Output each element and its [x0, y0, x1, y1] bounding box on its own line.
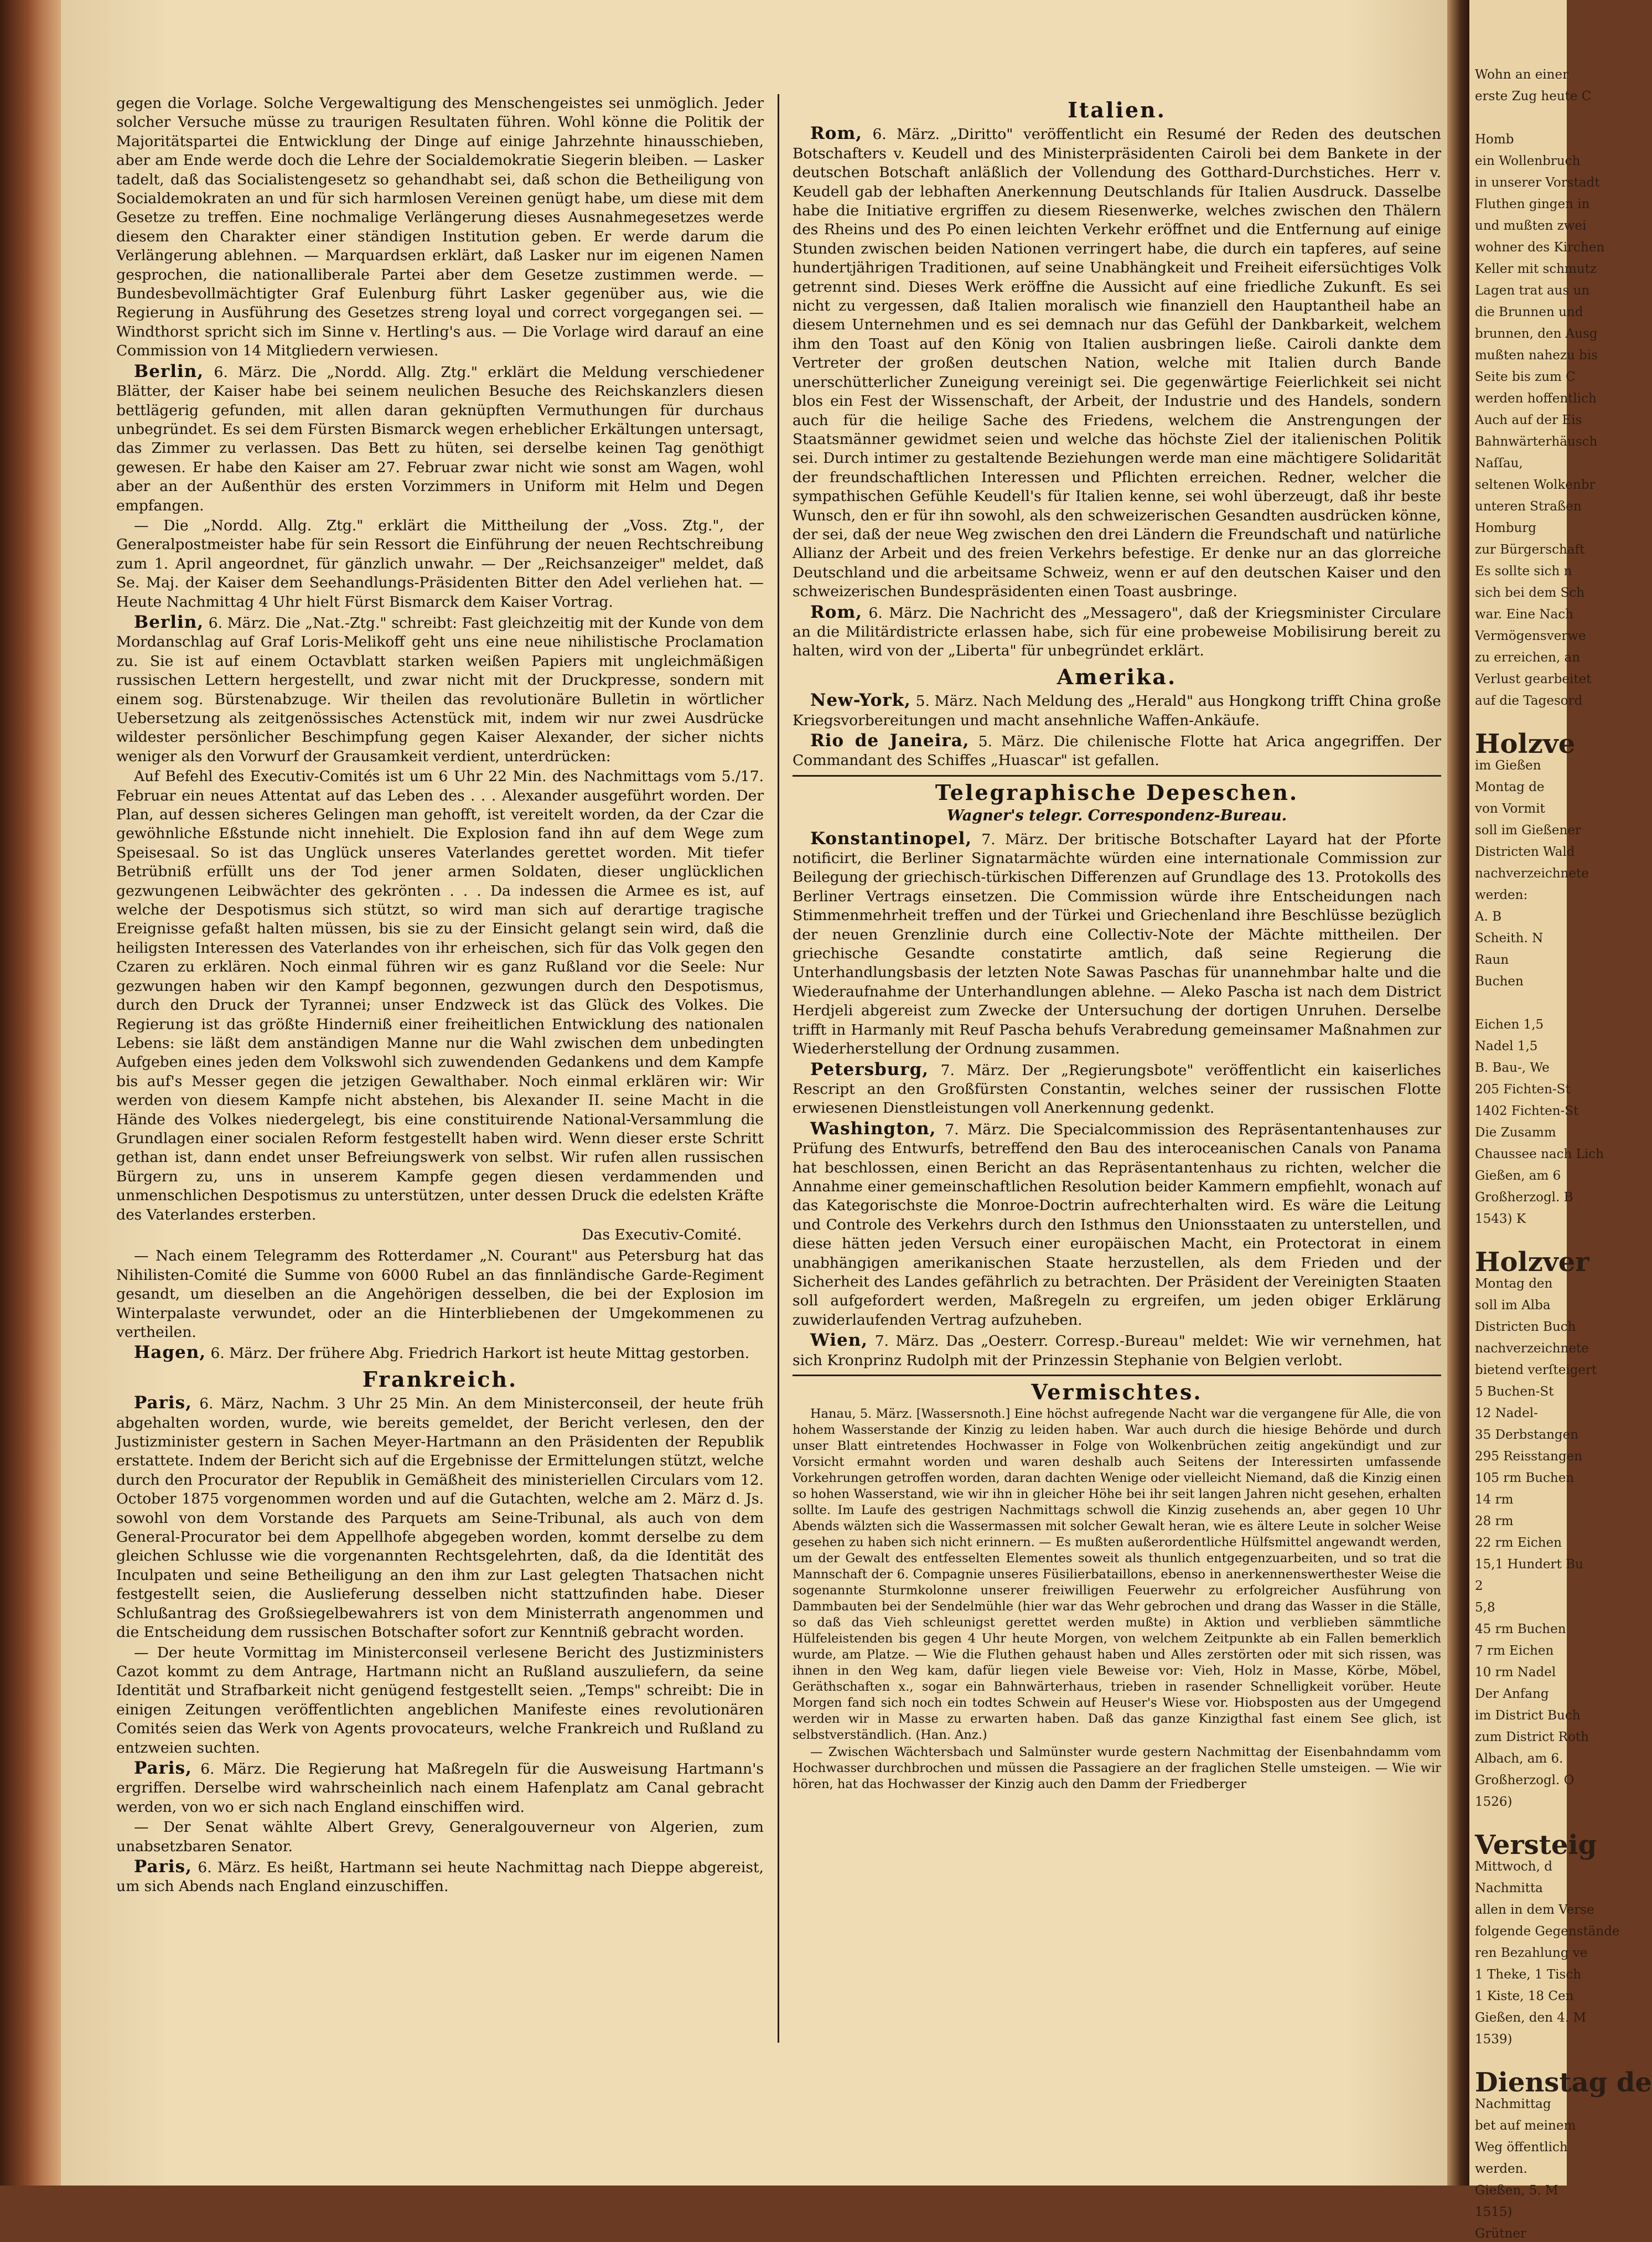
- adjacent-page-text: 2: [1475, 1579, 1483, 1593]
- adjacent-page-text: 1402 Fichten-St: [1475, 1104, 1579, 1118]
- adjacent-page-text: Homburg: [1475, 521, 1536, 535]
- adjacent-page-text: Es sollte sich n: [1475, 564, 1572, 578]
- column-divider: [778, 94, 779, 2043]
- adjacent-page-text: Nachmitta: [1475, 1881, 1543, 1895]
- adjacent-page-text: Eichen 1,5: [1475, 1017, 1544, 1032]
- dateline: Hagen,: [134, 1342, 206, 1363]
- adjacent-page-text: Gießen, den 4. M: [1475, 2011, 1587, 2025]
- paragraph-text: 7. März. Das „Oesterr. Corresp.-Bureau" meldet: Wie wir vernehmen, hat sich Kronprinz Rudolph mit der Prinzessin Stephanie von Belgien verlobt.: [793, 1332, 1441, 1369]
- section-heading: Italien.: [1068, 97, 1166, 122]
- news-paragraph: [793, 1060, 1441, 1118]
- adjacent-page-text: nachverzeichnete: [1475, 1341, 1589, 1356]
- adjacent-page-text: zum District Roth: [1475, 1730, 1589, 1744]
- adjacent-page-text: brunnen, den Ausg: [1475, 327, 1598, 341]
- dateline: Konstantinopel,: [810, 828, 972, 849]
- adjacent-page-text: Versteig: [1475, 1830, 1597, 1861]
- paragraph-text: 6. März, Nachm. 3 Uhr 25 Min. An dem Ministerconseil, der heute früh abgehalten worden, wurde, wie bereits gemeldet, der Bericht verlesen, den der Justizminister gestern in Sachen Meyer-Hartmann an den Präsidenten der Republik erstattete. Indem der Bericht sich auf die Ergebnisse der Ermittelungen stützt, welche durch den Procurator der Republik in Gemäßheit des ministeriellen Circulars vom 12. October 1875 vorgenommen worden und auf die Gutachten, welche am 2. März d. Js. sowohl von dem Vorstande des Parquets am Seine-Tribunal, als auch von dem General-Procurator bei dem Appellhofe abgegeben worden, kommt derselbe zu dem gleichen Schlusse wie die vorgenannten Rechtsgelehrten, daß, da die Identität des Inculpaten und seine Betheiligung an den ihm zur Last gelegten Thatsachen nicht festgestellt seien, die Auslieferung desselben nicht stattzufinden habe. Dieser Schlußantrag des Großsiegelbewahrers ist von dem Ministerrath angenommen und die Entscheidung dem russischen Botschafter sofort zur Kenntniß gebracht worden.: [116, 1395, 764, 1641]
- news-paragraph: [116, 1343, 764, 1363]
- dateline: New-York,: [810, 690, 911, 711]
- adjacent-page-text: Scheith. N: [1475, 931, 1544, 946]
- adjacent-page-text: ren Bezahlung ve: [1475, 1946, 1588, 1960]
- adjacent-page-text: Chaussee nach Lich: [1475, 1147, 1604, 1161]
- adjacent-page-text: in unserer Vorstadt: [1475, 175, 1600, 190]
- adjacent-page-text: folgende Gegenstände: [1475, 1924, 1620, 1939]
- adjacent-page-text: Wohn an einer: [1475, 68, 1569, 82]
- adjacent-page-text: 105 rm Buchen: [1475, 1471, 1575, 1485]
- section-heading: Telegraphische Depeschen.: [935, 779, 1299, 805]
- paragraph-text: 6. März. Es heißt, Hartmann sei heute Nachmittag nach Dieppe abgereist, um sich Abends nach England einzuschiffen.: [116, 1858, 764, 1895]
- adjacent-page-text: Lagen trat aus un: [1475, 283, 1590, 298]
- horizontal-rule: [793, 1375, 1441, 1376]
- adjacent-page-text: Weg öffentlich: [1475, 2140, 1568, 2155]
- adjacent-page-text: zu erreichen, an: [1475, 650, 1581, 665]
- adjacent-page-text: soll im Gießener: [1475, 823, 1581, 838]
- adjacent-page-text: 14 rm: [1475, 1492, 1514, 1507]
- adjacent-page-text: 12 Nadel-: [1475, 1406, 1538, 1420]
- news-paragraph: [793, 1331, 1441, 1370]
- news-item-small: Hanau, 5. März. [Wassersnoth.] Eine höchst aufregende Nacht war die vergangene für Alle, die von hohem Wasserstande der Kinzig zu leiden haben. War auch durch die hiesige Behörde und durch unser Blatt eintretendes Hochwasser in Folge von Wolkenbrüchen zeitig angekündigt und zur Vorsicht ermahnt worden und waren deshalb auch Seitens der Interessirten umfassende Vorkehrungen getroffen worden, daran dachten Wenige oder vielleicht Niemand, daß die Kinzig einen so hohen Wasserstand, wie wir ihn in gleicher Höhe bei ihr seit langen Jahren nicht gesehen, erhalten sollte. Im Laufe des gestrigen Nachmittags schwoll die Kinzig zusehends an, aber gegen 10 Uhr Abends wälzten sich die Wassermassen mit solcher Gewalt heran, wie es ältere Leute in solcher Weise gesehen zu haben sich nicht erinnern. — Es mußten außerordentliche Hülfsmittel angewandt werden, um der Gewalt des entfesselten Elementes soweit als thunlich entgegenzuarbeiten, und so trat die Mannschaft der 6. Compagnie unseres Füsilierbataillons, ebenso in anerkennenswerthester Weise die sogenannte Sturmkolonne unserer freiwilligen Feuerwehr zu erfolgreicher Ausführung von Dammbauten bei der Sendelmühle (hier war das Wehr gebrochen und drang das Wasser in die Ställe, so daß das Vieh schleunigst gerettet werden mußte) in Aktion und verblieben sämmtliche Hülfeleistenden bis gegen 4 Uhr heute Morgen, von welchem Zeitpunkte ab ein Fallen bemerklich wurde, am Platze. — Wie die Fluthen gehaust haben und Alles zerstörten oder mit sich rissen, was ihnen in den Weg kam, dafür liegen viele Beweise vor: Vieh, Holz in Masse, Körbe, Möbel, Geräthschaften x., sogar ein Bahnwärterhaus, trieben in rasender Schnelligkeit vorüber. Heute Morgen fand sich noch ein todtes Schwein auf Heuser's Wiese vor. Hiobsposten aus der Umgegend werden wir in Masse zu erwarten haben. Daß das ganze Kinzigthal fast einem See glich, ist selbstverständlich. (Han. Anz.): [793, 1407, 1441, 1743]
- adjacent-page-text: im Gießen: [1475, 758, 1541, 773]
- dateline: Rom,: [810, 123, 863, 144]
- adjacent-page-text: Districten Buch: [1475, 1320, 1576, 1334]
- adjacent-page-text: werden.: [1475, 2162, 1527, 2176]
- adjacent-page-text: werden hoffentlich: [1475, 391, 1597, 406]
- adjacent-page-text: Districten Wald: [1475, 845, 1575, 859]
- page-gutter: [1447, 0, 1469, 2186]
- adjacent-page-text: und mußten zwei: [1475, 219, 1587, 233]
- adjacent-page-text: 35 Derbstangen: [1475, 1428, 1579, 1442]
- news-paragraph: [116, 362, 764, 515]
- adjacent-page-text: Holzve: [1475, 729, 1576, 760]
- adjacent-page-text: Montag den: [1475, 1277, 1553, 1291]
- adjacent-page-strip: [1469, 0, 1652, 2241]
- adjacent-page-text: 10 rm Nadel: [1475, 1665, 1556, 1680]
- book-binding: [0, 0, 61, 2186]
- adjacent-page-text: Seite bis zum C: [1475, 370, 1576, 384]
- news-paragraph: — Die „Nordd. Allg. Ztg." erklärt die Mittheilung der „Voss. Ztg.", der Generalpostmeister habe für sein Ressort die Einführung der neuen Rechtschreibung zum 1. April angeordnet, für gänzlich unwahr. — Der „Reichsanzeiger" meldet, daß Se. Maj. der Kaiser dem Seehandlungs-Präsidenten Bitter den Adel verliehen hat. — Heute Nachmittag 4 Uhr hielt Fürst Bismarck dem Kaiser Vortrag.: [116, 516, 764, 611]
- adjacent-page-text: seltenen Wolkenbr: [1475, 478, 1596, 492]
- news-paragraph: [793, 603, 1441, 661]
- column-left: [116, 94, 764, 1898]
- adjacent-page-text: mußten nahezu bis: [1475, 348, 1598, 363]
- paragraph-text: 6. März. Der frühere Abg. Friedrich Harkort ist heute Mittag gestorben.: [210, 1345, 750, 1362]
- adjacent-page-text: 7 rm Eichen: [1475, 1644, 1554, 1658]
- adjacent-page-text: A. B: [1475, 910, 1502, 924]
- adjacent-page-text: 1539): [1475, 2032, 1513, 2047]
- news-paragraph: — Der heute Vormittag im Ministerconseil verlesene Bericht des Justizministers Cazot kommt zu dem Antrage, Hartmann nicht an Rußland auszuliefern, da seine Identität und Strafbarkeit nicht genügend festgestellt seien. „Temps" schreibt: Die in einigen Zeitungen veröffentlichten angeblichen Manifeste eines revolutionären Comités seien das Werk von Agents provocateurs, welche Frankreich und Rußland zu entzweien suchten.: [116, 1644, 764, 1757]
- adjacent-page-text: soll im Alba: [1475, 1298, 1551, 1313]
- dateline: Rom,: [810, 602, 863, 622]
- news-paragraph: [793, 829, 1441, 1059]
- news-paragraph: [116, 1759, 764, 1817]
- adjacent-page-text: bet auf meinem: [1475, 2119, 1576, 2133]
- adjacent-page-text: 1526): [1475, 1795, 1513, 1809]
- adjacent-page-text: 28 rm: [1475, 1514, 1514, 1528]
- adjacent-page-text: Auch auf der Eis: [1475, 413, 1582, 427]
- adjacent-page-text: im District Buch: [1475, 1708, 1581, 1723]
- dateline: Paris,: [134, 1856, 192, 1877]
- news-paragraph: [116, 613, 764, 766]
- adjacent-page-text: wohner des Kirchen: [1475, 240, 1605, 255]
- adjacent-page-text: unteren Straßen: [1475, 499, 1582, 514]
- adjacent-page-text: Homb: [1475, 132, 1514, 147]
- adjacent-page-text: Die Zusamm: [1475, 1125, 1556, 1140]
- adjacent-page-text: Grütner: [1475, 2226, 1526, 2241]
- paragraph-text: 6. März. Die „Nat.-Ztg." schreibt: Fast gleichzeitig mit der Kunde von dem Mordanschlag auf Graf Loris-Melikoff geht uns eine neue nihilistische Proclamation zu. Sie ist auf einem Octavblatt starken weißen Papiers mit ungleichmäßigen russischen Lettern hergestellt, und zwar nicht mit der Druckpresse, sondern mit einem sog. Bürstenabzuge. Wir theilen das revolutionäre Bulletin in wörtlicher Uebersetzung als zeitgenössisches Actenstück mit, indem wir nur zwei Ausdrücke wildester persönlicher Beschimpfung gegen Kaiser Alexander, der sicher nichts weniger als den Vorwurf der Grausamkeit verdient, unterdrücken:: [116, 614, 764, 765]
- news-paragraph: [793, 124, 1441, 601]
- dateline: Petersburg,: [810, 1059, 929, 1079]
- adjacent-page-text: von Vormit: [1475, 802, 1545, 816]
- horizontal-rule: [793, 775, 1441, 777]
- dateline: Paris,: [134, 1758, 192, 1778]
- adjacent-page-text: Großherzogl. B: [1475, 1190, 1573, 1205]
- news-paragraph: Auf Befehl des Executiv-Comités ist um 6 Uhr 22 Min. des Nachmittags vom 5./17. Februar ein neues Attentat auf das Leben des . . . Alexander ausgeführt worden. Der Plan, auf dessen sicheres Gelingen man gehofft, ist vereitelt worden, da der Czar die gewöhnliche Eßstunde nicht innehielt. Die Explosion fand ihn auf dem Wege zum Speisesaal. So ist das Unglück unseres Vaterlandes gerettet worden. Mit tiefer Betrübniß erfüllt uns der Tod jener armen Soldaten, dieser unglücklichen gezwungenen Leibwächter des gekrönten . . . Da indessen die Armee es ist, auf welche der Despotismus sich stützt, so wird man sich auf derartige tragische Ereignisse gefaßt halten müssen, bis sie zu der Einsicht gelangt sein wird, daß die heiligsten Interessen des Vaterlandes von ihr erheischen, sich für das Volk gegen den Czaren zu erklären. Noch einmal führen wir es ganz Rußland vor die Seele: Nur gezwungen haben wir den Kampf begonnen, gezwungen durch den Despotismus, durch den Druck der Tyrannei; unser Endzweck ist das Glück des Volkes. Die Regierung ist das größte Hinderniß einer freiheitlichen Entwicklung des nationalen Lebens: sie läßt dem anständigen Manne nur die Wahl zwischen dem unbedingten Aufgeben eines jeden dem Volkswohl sich zuwendenden Gedankens und dem Kampfe bis auf's Messer gegen die jetzigen Gewalthaber. Noch einmal erklären wir: Wir werden von diesem Kampfe nicht abstehen, bis Alexander II. seine Macht in die Hände des Volkes niedergelegt, bis eine constituirende National-Versammlung die Grundlagen einer socialen Reform festgestellt haben wird. Wenn dieser erste Schritt gethan ist, dann endet unser Befreiungswerk von selbst. Wir rufen allen russischen Bürgern zu, uns in unserem Kampfe gegen diesen verdammenden und unmenschlichen Despotismus zu unterstützen, unter dessen Druck die edelsten Kräfte des Vaterlandes ersterben.: [116, 768, 764, 1223]
- adjacent-page-text: Verlust gearbeitet: [1475, 672, 1592, 686]
- paragraph-text: 6. März. Die Regierung hat Maßregeln für die Ausweisung Hartmann's ergriffen. Derselbe wird wahrscheinlich nach einem Hafenplatz am Canal gebracht werden, von wo er sich nach England einschiffen wird.: [116, 1760, 764, 1816]
- adjacent-page-text: Bahnwärterhäusch: [1475, 435, 1598, 449]
- adjacent-page-text: 45 rm Buchen: [1475, 1622, 1566, 1636]
- news-paragraph: [793, 691, 1441, 730]
- paragraph-text: 6. März. „Diritto" veröffentlicht ein Resumé der Reden des deutschen Botschafters v. Keudell und des Ministerpräsidenten Cairoli bei dem Bankete in der deutschen Botschaft anläßlich der Vollendung des Gotthard-Durchstiches. Herr v. Keudell gab der lebhaften Anerkennung Deutschlands für Italien Ausdruck. Dasselbe habe die Initiative ergriffen zu diesem Riesenwerke, welches zwischen den Thälern des Rheins und des Po einen leichten Verkehr eröffnet und die Entfernung auf einige Stunden zwischen beiden Nationen verringert habe, die durch ein tapferes, auf seine hundertjährigen Traditionen, auf seine Unabhängkeit und Freiheit eifersüchtiges Volk getrennt sind. Dieses Werk eröffne die Aussicht auf eine friedliche Zukunft. Es sei nicht zu vergessen, daß Italien moralisch wie finanziell den Hauptantheil habe an diesem Unternehmen und es sei demnach nur das Gefühl der Dankbarkeit, welchem ihm den Toast auf den König von Italien ausbringen ließe. Cairoli dankte dem Vertreter der großen deutschen Nation, welche mit Italien durch Bande unerschütterlicher Zuneigung vereinigt sei. Die gegenwärtige Feierlichkeit sei nicht blos ein Fest der Wissenschaft, der Arbeit, der Industrie und des Handels, sondern auch für die heilige Sache des Friedens, welchem die Anstrengungen der Staatsmänner gewidmet seien und welche das höchste Ziel der italienischen Politik sei. Durch intimer zu gestaltende Beziehungen werde man eine mächtigere Solidarität der freundschaftlichen Interessen und Pflichten erreichen. Redner, welcher die sympathischen Gefühle Keudell's für Italien kenne, sei wohl überzeugt, daß ihr beste Wunsch, den er für ihn sowohl, als den schweizerischen Gesandten ausdrücken könne, der sei, daß der neue Weg zwischen den drei Ländern die Freundschaft und natürliche Allianz der Arbeit und des freien Verkehrs befestige. Er denke nur an das glorreiche Deutschland und die arbeitsame Schweiz, wenn er auf den deutschen Kaiser und den schweizerischen Bundespräsidenten einen Toast ausbringe.: [793, 126, 1441, 601]
- adjacent-page-text: B. Bau-, We: [1475, 1061, 1550, 1075]
- news-paragraph: gegen die Vorlage. Solche Vergewaltigung des Menschengeistes sei unmöglich. Jeder solcher Versuche müsse zu traurigen Resultaten führen. Wohl könne die Politik der Majoritätspartei die Entwicklung der Dinge auf einige Jahrzehnte hinausschieben, aber am Ende werde doch die Lehre der Socialdemokratie Siegerin bleiben. — Lasker tadelt, daß das Socialistengesetz so gehandhabt sei, daß schon die Betheiligung von Socialdemokraten an und für sich harmlosen Vereinen genügt habe, um diese mit dem Gesetze zu treffen. Eine nochmalige Verlängerung dieses Ausnahmegesetzes werde diesem den Charakter einer ständigen Institution geben. Er werde darum die Verlängerung ablehnen. — Marquardsen erklärt, daß Lasker nur im eigenen Namen gesprochen, die nationalliberale Partei aber dem Gesetze zustimmen werde. — Bundesbevollmächtigter Graf Eulenburg führt Lasker gegenüber aus, wie die Regierung in Ausführung des Gesetzes streng loyal und correct vorgegangen sei. — Windthorst spricht sich im Sinne v. Hertling's aus. — Die Vorlage wird darauf an eine Commission von 14 Mitgliedern verwiesen.: [116, 95, 764, 360]
- paragraph-text: 5. März. Nach Meldung des „Herald" aus Hongkong trifft China große Kriegsvorbereitungen und macht ansehnliche Waffen-Ankäufe.: [793, 693, 1441, 729]
- adjacent-page-text: 1 Kiste, 18 Cen: [1475, 1989, 1574, 2003]
- paragraph-text: 7. März. Der britische Botschafter Layard hat der Pforte notificirt, die Berliner Signatarmächte würden eine internationale Commission zur Beilegung der griechisch-türkischen Differenzen auf Grundlage des 13. Protokolls des Berliner Vertrags einsetzen. Die Commission würde ihre Entscheidungen nach Stimmenmehrheit treffen und der Türkei und Griechenland ihre Beschlüsse bezüglich der neuen Grenzlinie durch eine Collectiv-Note der Mächte mittheilen. Der griechische Gesandte constatirte amtlich, daß seine Regierung die Unterhandlungsbasis der letzten Note Sawas Paschas für unannehmbar halte und die Wiederaufnahme der Unterhandlungen ablehne. — Aleko Pascha ist nach dem District Herdjeli abgereist zum Zwecke der Untersuchung der dortigen Unruhen. Derselbe trifft in Harmanly mit Reuf Pascha behufs Verabredung gemeinsamer Maßnahmen zur Wiederherstellung der Ordnung zusammen.: [793, 830, 1441, 1058]
- adjacent-page-text: Gießen, am 6: [1475, 1169, 1561, 1183]
- section-heading: Amerika.: [1057, 664, 1177, 689]
- adjacent-page-text: zur Bürgerschaft: [1475, 543, 1585, 557]
- adjacent-page-text: Keller mit schmutz: [1475, 262, 1597, 276]
- adjacent-page-text: ein Wollenbruch: [1475, 154, 1581, 168]
- adjacent-page-text: 1543) K: [1475, 1212, 1526, 1226]
- dateline: Berlin,: [134, 361, 204, 381]
- adjacent-page-text: sich bei dem Sch: [1475, 586, 1585, 600]
- adjacent-page-text: 1515): [1475, 2205, 1513, 2219]
- section-subheading: Wagner's telegr. Correspondenz-Bureau.: [946, 807, 1287, 825]
- adjacent-page-text: 22 rm Eichen: [1475, 1536, 1562, 1550]
- adjacent-page-text: war. Eine Nach: [1475, 607, 1573, 622]
- paragraph-text: 6. März. Die Nachricht des „Messagero", daß der Kriegsminister Circulare an die Militärdistricte erlassen habe, sich für eine probeweise Mobilisirung bereit zu halten, wird von der „Liberta" für unbegründet erklärt.: [793, 604, 1441, 660]
- adjacent-page-text: erste Zug heute C: [1475, 89, 1592, 104]
- adjacent-page-text: Montag de: [1475, 780, 1545, 794]
- adjacent-page-text: Nadel 1,5: [1475, 1039, 1538, 1053]
- section-heading: Frankreich.: [362, 1366, 518, 1392]
- news-paragraph: — Der Senat wählte Albert Grevy, Generalgouverneur von Algerien, zum unabsetzbaren Senator.: [116, 1819, 764, 1855]
- news-paragraph: [116, 1393, 764, 1642]
- adjacent-page-text: Gießen, 5. M: [1475, 2183, 1558, 2198]
- adjacent-page-text: nachverzeichnete: [1475, 866, 1589, 881]
- adjacent-page-text: Buchen: [1475, 974, 1524, 989]
- adjacent-page-text: Holzver: [1475, 1247, 1589, 1278]
- news-item-small: — Zwischen Wächtersbach und Salmünster wurde gestern Nachmittag der Eisenbahndamm vom Hochwasser durchbrochen und müssen die Passagiere an der fraglichen Stelle umsteigen. — Wie wir hören, hat das Hochwasser der Kinzig auch den Damm der Friedberger: [793, 1745, 1441, 1792]
- adjacent-page-text: Mittwoch, d: [1475, 1859, 1552, 1874]
- adjacent-page-text: Fluthen gingen in: [1475, 197, 1590, 211]
- adjacent-page-text: 205 Fichten-St: [1475, 1082, 1571, 1097]
- adjacent-page-text: Großherzogl. O: [1475, 1773, 1575, 1788]
- adjacent-page-text: Nachmittag: [1475, 2097, 1551, 2111]
- adjacent-page-text: 5,8: [1475, 1600, 1495, 1615]
- adjacent-page-text: 1 Theke, 1 Tisch: [1475, 1967, 1582, 1982]
- section-heading: Vermischtes.: [1031, 1380, 1203, 1404]
- dateline: Paris,: [134, 1393, 192, 1413]
- adjacent-page-text: 295 Reisstangen: [1475, 1449, 1583, 1464]
- dateline: Wien,: [810, 1330, 868, 1351]
- news-paragraph: [793, 731, 1441, 771]
- column-right: [793, 94, 1441, 1794]
- adjacent-page-text: bietend verſteigert: [1475, 1363, 1597, 1377]
- adjacent-page-text: Dienstag de: [1475, 2067, 1652, 2098]
- adjacent-page-text: Vermögensverwe: [1475, 629, 1586, 643]
- adjacent-page-text: Naſſau,: [1475, 456, 1523, 471]
- news-paragraph: [793, 1119, 1441, 1330]
- adjacent-page-text: werden:: [1475, 888, 1528, 902]
- paragraph-text: 6. März. Die „Nordd. Allg. Ztg." erklärt die Meldung verschiedener Blätter, der Kaiser habe bei seinem neulichen Besuche des Reichskanzlers diesen bettlägerig gefunden, mit allen daran geknüpften Vermuthungen für durchaus unbegründet. Es sei dem Fürsten Bismarck wegen erheblicher Erkältungen untersagt, das Zimmer zu verlassen. Das Bett zu hüten, sei derselbe keinen Tag genöthigt gewesen. Er habe den Kaiser am 27. Februar zwar nicht wie sonst am Wagen, wohl aber an der Außenthür des ersten Vorzimmers in Uniform mit Helm und Degen empfangen.: [116, 363, 764, 514]
- dateline: Berlin,: [134, 612, 204, 632]
- adjacent-page-text: allen in dem Verse: [1475, 1903, 1594, 1917]
- dateline: Washington,: [810, 1118, 936, 1139]
- adjacent-page-text: auf die Tagesord: [1475, 694, 1583, 708]
- signature-line: Das Executiv-Comité.: [582, 1226, 742, 1243]
- paragraph-text: 5. März. Die chilenische Flotte hat Arica angegriffen. Der Commandant des Schiffes „Huascar" ist gefallen.: [793, 733, 1441, 769]
- news-paragraph: [116, 1857, 764, 1897]
- adjacent-page-text: Albach, am 6.: [1475, 1752, 1563, 1766]
- adjacent-page-text: die Brunnen und: [1475, 305, 1583, 319]
- adjacent-page-text: Raun: [1475, 953, 1509, 967]
- adjacent-page-text: Der Anfang: [1475, 1687, 1549, 1701]
- paragraph-text: 7. März. Der „Regierungsbote" veröffentlicht ein kaiserliches Rescript an den Großfürsten Constantin, welches seiner der russischen Flotte erwiesenen Dienstleistungen voll Anerkennung gedenkt.: [793, 1061, 1441, 1117]
- paragraph-text: 7. März. Die Specialcommission des Repräsentantenhauses zur Prüfung des Entwurfs, betreffend den Bau des interoceanischen Canals von Panama hat beschlossen, einen Bericht an das Repräsentantenhaus zu richten, welcher die Annahme einer gemeinschaftlichen Resolution beider Kammern empfiehlt, wonach auf das Kategorischste die Monroe-Doctrin aufrechterhalten wird. Es wäre die Leitung und Controle des Verkehrs durch den Isthmus den Unionsstaaten zu unterstellen, und diese hätten jeden Versuch einer europäischen Macht, ein Protectorat in einem unabhängigen amerikanischen Staate herzustellen, als dem Frieden und der Sicherheit des Landes gefährlich zu betrachten. Der Präsident der Vereinigten Staaten soll aufgefordert werden, Maßregeln zu ergreifen, um jeden obiger Erklärung zuwiderlaufenden Vertrag aufzuheben.: [793, 1120, 1441, 1329]
- news-paragraph: — Nach einem Telegramm des Rotterdamer „N. Courant" aus Petersburg hat das Nihilisten-Comité die Summe von 6000 Rubel an das finnländische Garde-Regiment gesandt, um dieselben an die Angehörigen desselben, die bei der Explosion im Winterpalaste verwundet, oder an die Hinterbliebenen der Umgekommenen zu vertheilen.: [116, 1247, 764, 1341]
- adjacent-page-text: 15,1 Hundert Bu: [1475, 1557, 1583, 1572]
- adjacent-page-text: 5 Buchen-St: [1475, 1385, 1554, 1399]
- dateline: Rio de Janeira,: [810, 731, 970, 751]
